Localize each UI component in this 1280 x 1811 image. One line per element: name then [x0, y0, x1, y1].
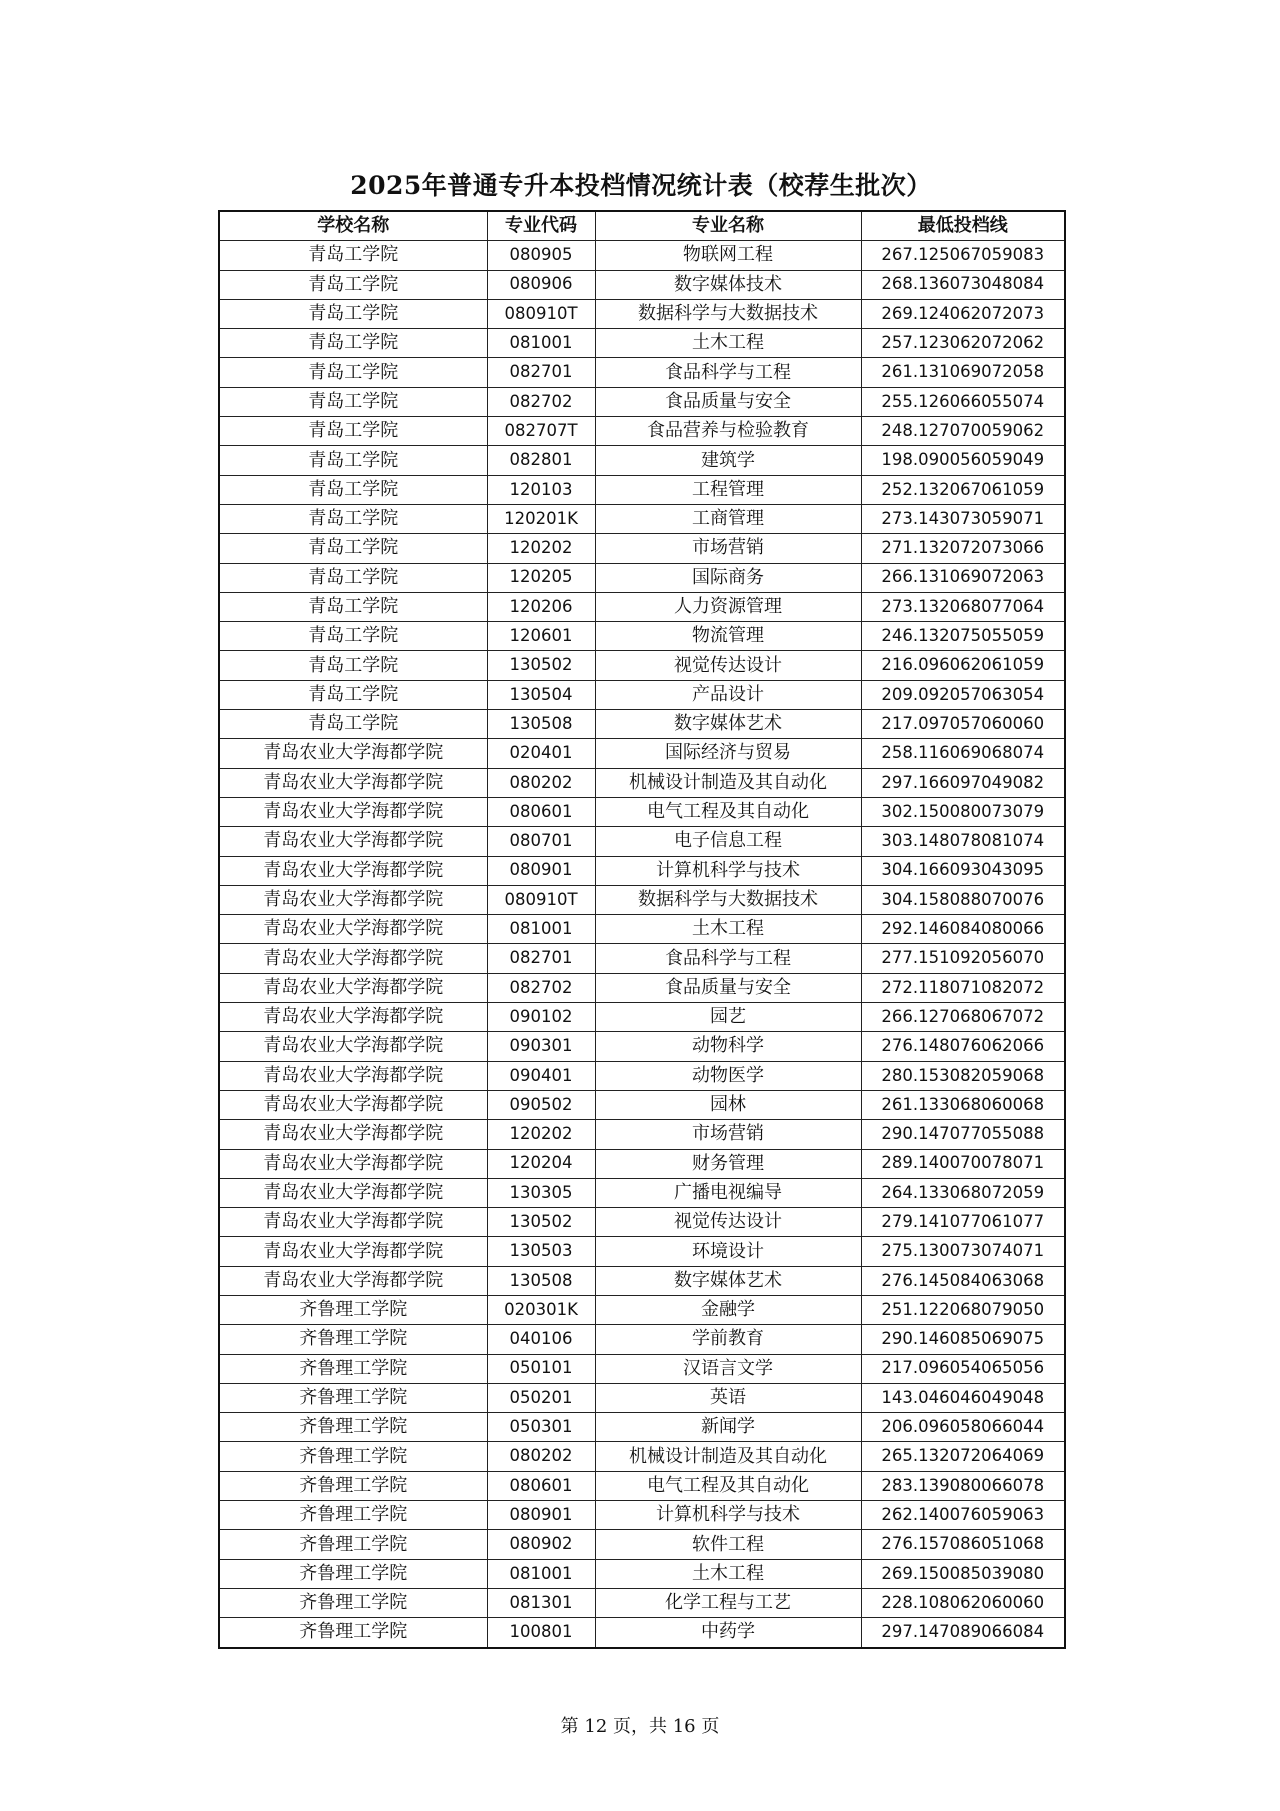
cell-school-name: 齐鲁理工学院: [219, 1354, 487, 1383]
cell-major-name: 金融学: [595, 1295, 861, 1324]
cell-major-name: 数字媒体艺术: [595, 1266, 861, 1295]
cell-min-score: 290.146085069075: [861, 1325, 1065, 1354]
cell-major-name: 食品质量与安全: [595, 973, 861, 1002]
cell-major-name: 国际经济与贸易: [595, 739, 861, 768]
cell-major-code: 082707T: [487, 417, 595, 446]
cell-school-name: 齐鲁理工学院: [219, 1413, 487, 1442]
table-row: [219, 680, 1065, 709]
cell-school-name: 青岛工学院: [219, 680, 487, 709]
cell-major-code: 082701: [487, 944, 595, 973]
cell-major-name: 电气工程及其自动化: [595, 797, 861, 826]
cell-school-name: 齐鲁理工学院: [219, 1383, 487, 1412]
cell-major-name: 土木工程: [595, 915, 861, 944]
cell-min-score: 252.132067061059: [861, 475, 1065, 504]
cell-major-code: 080202: [487, 1442, 595, 1471]
cell-min-score: 273.132068077064: [861, 592, 1065, 621]
cell-school-name: 青岛工学院: [219, 387, 487, 416]
cell-major-code: 081001: [487, 1559, 595, 1588]
cell-min-score: 248.127070059062: [861, 417, 1065, 446]
cell-min-score: 266.127068067072: [861, 1003, 1065, 1032]
header-major-code: 专业代码: [487, 211, 595, 241]
cell-major-code: 081301: [487, 1588, 595, 1617]
cell-min-score: 292.146084080066: [861, 915, 1065, 944]
cell-school-name: 青岛农业大学海都学院: [219, 1149, 487, 1178]
table-row: [219, 651, 1065, 680]
cell-school-name: 青岛农业大学海都学院: [219, 856, 487, 885]
cell-school-name: 青岛工学院: [219, 417, 487, 446]
table-row: [219, 915, 1065, 944]
table-row: [219, 710, 1065, 739]
cell-major-name: 园艺: [595, 1003, 861, 1032]
table-row: [219, 622, 1065, 651]
cell-school-name: 齐鲁理工学院: [219, 1325, 487, 1354]
cell-major-code: 082701: [487, 358, 595, 387]
cell-min-score: 246.132075055059: [861, 622, 1065, 651]
cell-major-name: 数字媒体艺术: [595, 710, 861, 739]
cell-major-code: 120601: [487, 622, 595, 651]
cell-major-name: 园林: [595, 1090, 861, 1119]
table-row: [219, 768, 1065, 797]
cell-major-code: 130502: [487, 1208, 595, 1237]
cell-school-name: 青岛农业大学海都学院: [219, 1266, 487, 1295]
cell-major-name: 食品科学与工程: [595, 944, 861, 973]
cell-major-code: 082702: [487, 973, 595, 1002]
cell-min-score: 216.096062061059: [861, 651, 1065, 680]
cell-major-name: 市场营销: [595, 534, 861, 563]
table-row: [219, 1178, 1065, 1207]
cell-major-name: 食品营养与检验教育: [595, 417, 861, 446]
table-row: [219, 1530, 1065, 1559]
cell-min-score: 258.116069068074: [861, 739, 1065, 768]
table-row: [219, 504, 1065, 533]
cell-school-name: 青岛农业大学海都学院: [219, 739, 487, 768]
cell-school-name: 齐鲁理工学院: [219, 1618, 487, 1648]
cell-school-name: 青岛工学院: [219, 299, 487, 328]
cell-major-code: 040106: [487, 1325, 595, 1354]
cell-major-code: 120103: [487, 475, 595, 504]
cell-major-code: 090301: [487, 1032, 595, 1061]
table-row: [219, 1442, 1065, 1471]
cell-min-score: 206.096058066044: [861, 1413, 1065, 1442]
cell-major-name: 机械设计制造及其自动化: [595, 1442, 861, 1471]
cell-school-name: 青岛工学院: [219, 241, 487, 270]
cell-min-score: 261.133068060068: [861, 1090, 1065, 1119]
cell-major-code: 120205: [487, 563, 595, 592]
cell-min-score: 268.136073048084: [861, 270, 1065, 299]
cell-min-score: 273.143073059071: [861, 504, 1065, 533]
table-row: [219, 1559, 1065, 1588]
cell-major-code: 020301K: [487, 1295, 595, 1324]
table-body: [219, 241, 1065, 1648]
cell-major-name: 食品科学与工程: [595, 358, 861, 387]
cell-min-score: 269.124062072073: [861, 299, 1065, 328]
cell-school-name: 青岛农业大学海都学院: [219, 827, 487, 856]
cell-major-code: 130504: [487, 680, 595, 709]
admission-table: [218, 210, 1066, 1649]
table-row: [219, 1120, 1065, 1149]
cell-school-name: 青岛工学院: [219, 329, 487, 358]
page-footer: 第 12 页，共 16 页: [560, 1716, 720, 1737]
cell-school-name: 青岛农业大学海都学院: [219, 768, 487, 797]
cell-major-name: 物流管理: [595, 622, 861, 651]
table-row: [219, 1325, 1065, 1354]
cell-major-name: 广播电视编导: [595, 1178, 861, 1207]
table-row: [219, 1032, 1065, 1061]
cell-min-score: 209.092057063054: [861, 680, 1065, 709]
cell-major-name: 数字媒体技术: [595, 270, 861, 299]
table-row: [219, 1354, 1065, 1383]
cell-min-score: 290.147077055088: [861, 1120, 1065, 1149]
table-row: [219, 417, 1065, 446]
table-row: [219, 1501, 1065, 1530]
cell-major-code: 080601: [487, 1471, 595, 1500]
cell-min-score: 276.157086051068: [861, 1530, 1065, 1559]
cell-major-code: 080901: [487, 856, 595, 885]
cell-min-score: 262.140076059063: [861, 1501, 1065, 1530]
cell-major-name: 化学工程与工艺: [595, 1588, 861, 1617]
table-row: [219, 1413, 1065, 1442]
cell-school-name: 青岛农业大学海都学院: [219, 1237, 487, 1266]
table-row: [219, 1383, 1065, 1412]
cell-major-code: 120202: [487, 1120, 595, 1149]
cell-major-code: 080906: [487, 270, 595, 299]
cell-major-name: 数据科学与大数据技术: [595, 299, 861, 328]
cell-major-code: 080601: [487, 797, 595, 826]
cell-min-score: 297.166097049082: [861, 768, 1065, 797]
table-row: [219, 358, 1065, 387]
cell-school-name: 青岛农业大学海都学院: [219, 1003, 487, 1032]
cell-major-name: 建筑学: [595, 446, 861, 475]
table-row: [219, 739, 1065, 768]
cell-school-name: 青岛工学院: [219, 446, 487, 475]
cell-major-name: 食品质量与安全: [595, 387, 861, 416]
cell-min-score: 261.131069072058: [861, 358, 1065, 387]
cell-min-score: 283.139080066078: [861, 1471, 1065, 1500]
cell-min-score: 297.147089066084: [861, 1618, 1065, 1648]
cell-major-name: 新闻学: [595, 1413, 861, 1442]
header-major-name: 专业名称: [595, 211, 861, 241]
cell-major-code: 082702: [487, 387, 595, 416]
cell-major-name: 人力资源管理: [595, 592, 861, 621]
cell-major-name: 土木工程: [595, 329, 861, 358]
cell-major-name: 学前教育: [595, 1325, 861, 1354]
cell-min-score: 289.140070078071: [861, 1149, 1065, 1178]
table-row: [219, 856, 1065, 885]
cell-major-name: 软件工程: [595, 1530, 861, 1559]
table-row: [219, 592, 1065, 621]
table-row: [219, 1618, 1065, 1648]
cell-school-name: 齐鲁理工学院: [219, 1442, 487, 1471]
cell-major-code: 080910T: [487, 885, 595, 914]
cell-school-name: 青岛工学院: [219, 475, 487, 504]
cell-min-score: 217.096054065056: [861, 1354, 1065, 1383]
cell-min-score: 276.148076062066: [861, 1032, 1065, 1061]
cell-school-name: 青岛农业大学海都学院: [219, 1090, 487, 1119]
table-row: [219, 387, 1065, 416]
cell-major-code: 080701: [487, 827, 595, 856]
cell-school-name: 齐鲁理工学院: [219, 1471, 487, 1500]
cell-school-name: 青岛工学院: [219, 622, 487, 651]
cell-school-name: 齐鲁理工学院: [219, 1295, 487, 1324]
cell-school-name: 青岛农业大学海都学院: [219, 915, 487, 944]
cell-major-code: 100801: [487, 1618, 595, 1648]
table-row: [219, 797, 1065, 826]
cell-school-name: 青岛工学院: [219, 270, 487, 299]
cell-major-code: 050201: [487, 1383, 595, 1412]
cell-major-name: 物联网工程: [595, 241, 861, 270]
cell-major-code: 050301: [487, 1413, 595, 1442]
table-row: [219, 446, 1065, 475]
cell-school-name: 青岛工学院: [219, 563, 487, 592]
cell-min-score: 279.141077061077: [861, 1208, 1065, 1237]
cell-major-name: 计算机科学与技术: [595, 856, 861, 885]
table-row: [219, 299, 1065, 328]
table-row: [219, 1471, 1065, 1500]
cell-school-name: 青岛工学院: [219, 534, 487, 563]
cell-school-name: 青岛农业大学海都学院: [219, 944, 487, 973]
cell-min-score: 271.132072073066: [861, 534, 1065, 563]
cell-major-name: 动物医学: [595, 1061, 861, 1090]
cell-min-score: 255.126066055074: [861, 387, 1065, 416]
cell-min-score: 276.145084063068: [861, 1266, 1065, 1295]
cell-min-score: 266.131069072063: [861, 563, 1065, 592]
cell-major-code: 130508: [487, 710, 595, 739]
cell-major-name: 英语: [595, 1383, 861, 1412]
cell-school-name: 齐鲁理工学院: [219, 1501, 487, 1530]
cell-major-name: 视觉传达设计: [595, 1208, 861, 1237]
cell-major-name: 国际商务: [595, 563, 861, 592]
table-row: [219, 1149, 1065, 1178]
cell-min-score: 277.151092056070: [861, 944, 1065, 973]
cell-school-name: 青岛农业大学海都学院: [219, 1032, 487, 1061]
cell-major-name: 视觉传达设计: [595, 651, 861, 680]
cell-major-code: 081001: [487, 329, 595, 358]
table-row: [219, 475, 1065, 504]
cell-major-name: 汉语言文学: [595, 1354, 861, 1383]
table-row: [219, 1266, 1065, 1295]
cell-major-name: 中药学: [595, 1618, 861, 1648]
cell-school-name: 青岛工学院: [219, 504, 487, 533]
cell-min-score: 275.130073074071: [861, 1237, 1065, 1266]
cell-school-name: 青岛农业大学海都学院: [219, 973, 487, 1002]
table-row: [219, 944, 1065, 973]
cell-major-code: 120204: [487, 1149, 595, 1178]
cell-min-score: 272.118071082072: [861, 973, 1065, 1002]
cell-school-name: 齐鲁理工学院: [219, 1530, 487, 1559]
table-row: [219, 885, 1065, 914]
cell-major-name: 机械设计制造及其自动化: [595, 768, 861, 797]
cell-min-score: 304.158088070076: [861, 885, 1065, 914]
cell-major-code: 090401: [487, 1061, 595, 1090]
table-row: [219, 563, 1065, 592]
cell-major-code: 090102: [487, 1003, 595, 1032]
table-header-row: [219, 211, 1065, 241]
cell-major-name: 工商管理: [595, 504, 861, 533]
cell-major-code: 090502: [487, 1090, 595, 1119]
cell-min-score: 280.153082059068: [861, 1061, 1065, 1090]
admission-table-container: [218, 210, 1064, 1649]
table-row: [219, 1090, 1065, 1119]
cell-major-code: 080910T: [487, 299, 595, 328]
cell-min-score: 217.097057060060: [861, 710, 1065, 739]
cell-major-code: 080901: [487, 1501, 595, 1530]
cell-major-code: 120202: [487, 534, 595, 563]
cell-min-score: 257.123062072062: [861, 329, 1065, 358]
cell-major-code: 120206: [487, 592, 595, 621]
table-row: [219, 973, 1065, 1002]
table-row: [219, 534, 1065, 563]
cell-min-score: 265.132072064069: [861, 1442, 1065, 1471]
cell-major-name: 产品设计: [595, 680, 861, 709]
cell-major-code: 120201K: [487, 504, 595, 533]
cell-school-name: 齐鲁理工学院: [219, 1588, 487, 1617]
cell-major-name: 市场营销: [595, 1120, 861, 1149]
cell-major-name: 动物科学: [595, 1032, 861, 1061]
cell-major-code: 130502: [487, 651, 595, 680]
table-row: [219, 1208, 1065, 1237]
cell-school-name: 青岛农业大学海都学院: [219, 1208, 487, 1237]
cell-min-score: 303.148078081074: [861, 827, 1065, 856]
cell-school-name: 青岛工学院: [219, 358, 487, 387]
cell-min-score: 302.150080073079: [861, 797, 1065, 826]
cell-school-name: 青岛农业大学海都学院: [219, 885, 487, 914]
cell-school-name: 青岛农业大学海都学院: [219, 797, 487, 826]
table-row: [219, 270, 1065, 299]
cell-major-code: 130503: [487, 1237, 595, 1266]
cell-major-code: 080202: [487, 768, 595, 797]
table-row: [219, 329, 1065, 358]
cell-school-name: 青岛农业大学海都学院: [219, 1120, 487, 1149]
cell-major-code: 080902: [487, 1530, 595, 1559]
table-row: [219, 1295, 1065, 1324]
cell-min-score: 304.166093043095: [861, 856, 1065, 885]
cell-min-score: 198.090056059049: [861, 446, 1065, 475]
cell-min-score: 267.125067059083: [861, 241, 1065, 270]
cell-major-code: 050101: [487, 1354, 595, 1383]
cell-min-score: 269.150085039080: [861, 1559, 1065, 1588]
table-row: [219, 827, 1065, 856]
cell-school-name: 青岛农业大学海都学院: [219, 1178, 487, 1207]
table-row: [219, 1061, 1065, 1090]
cell-major-code: 130305: [487, 1178, 595, 1207]
cell-major-code: 020401: [487, 739, 595, 768]
cell-school-name: 青岛工学院: [219, 592, 487, 621]
cell-major-name: 环境设计: [595, 1237, 861, 1266]
cell-major-name: 数据科学与大数据技术: [595, 885, 861, 914]
table-row: [219, 1588, 1065, 1617]
cell-major-name: 工程管理: [595, 475, 861, 504]
cell-major-name: 土木工程: [595, 1559, 861, 1588]
cell-school-name: 青岛农业大学海都学院: [219, 1061, 487, 1090]
cell-school-name: 青岛工学院: [219, 651, 487, 680]
cell-major-code: 130508: [487, 1266, 595, 1295]
cell-major-code: 082801: [487, 446, 595, 475]
cell-major-name: 电气工程及其自动化: [595, 1471, 861, 1500]
cell-major-name: 财务管理: [595, 1149, 861, 1178]
table-row: [219, 1237, 1065, 1266]
cell-major-code: 081001: [487, 915, 595, 944]
page-title: 2025年普通专升本投档情况统计表（校荐生批次）: [350, 171, 932, 200]
cell-major-code: 080905: [487, 241, 595, 270]
cell-school-name: 齐鲁理工学院: [219, 1559, 487, 1588]
cell-min-score: 143.046046049048: [861, 1383, 1065, 1412]
header-school-name: 学校名称: [219, 211, 487, 241]
header-min-score: 最低投档线: [861, 211, 1065, 241]
cell-min-score: 251.122068079050: [861, 1295, 1065, 1324]
table-row: [219, 241, 1065, 270]
cell-school-name: 青岛工学院: [219, 710, 487, 739]
table-row: [219, 1003, 1065, 1032]
cell-major-name: 电子信息工程: [595, 827, 861, 856]
cell-major-name: 计算机科学与技术: [595, 1501, 861, 1530]
cell-min-score: 228.108062060060: [861, 1588, 1065, 1617]
cell-min-score: 264.133068072059: [861, 1178, 1065, 1207]
